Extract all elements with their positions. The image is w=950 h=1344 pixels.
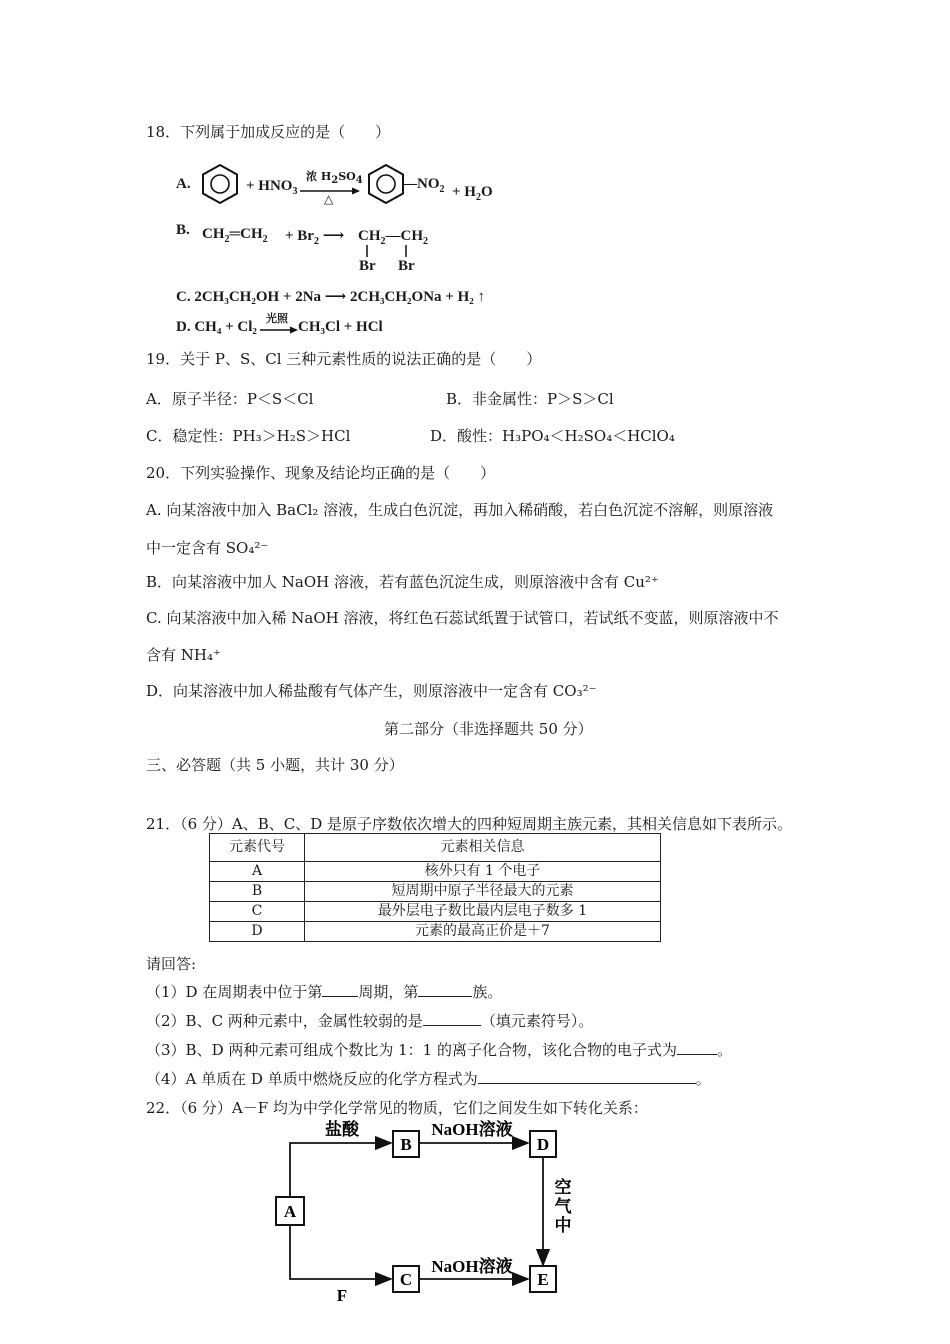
node-b: B	[400, 1135, 412, 1154]
q20-option-b: B．向某溶液中加人 NaOH 溶液，若有蓝色沉淀生成，则原溶液中含有 Cu²⁺	[146, 573, 659, 591]
table-cell: D	[210, 922, 305, 942]
q21-sub4: （4）A 单质在 D 单质中燃烧反应的化学方程式为 。	[146, 1070, 711, 1088]
table-row	[210, 862, 661, 882]
q20-stem: 20．下列实验操作、现象及结论均正确的是（ ）	[146, 464, 496, 482]
section3-heading: 三、必答题（共 5 小题，共计 30 分）	[146, 756, 404, 774]
q18-b-br1: Br	[359, 258, 376, 274]
q18-option-d-right: CH₃Cl + HCl	[298, 319, 383, 335]
q19-option-d: D．酸性：H₃PO₄＜H₂SO₄＜HClO₄	[430, 427, 675, 445]
table-cell: 核外只有 1 个电子	[305, 862, 661, 882]
bond-lines	[366, 245, 416, 259]
q18-a-reagent: + $HNO_3$	[246, 178, 298, 197]
q18-option-d-left: D. CH₄ + Cl₂	[176, 319, 257, 335]
table-row	[210, 882, 661, 902]
table-cell: 最外层电子数比最内层电子数多 1	[305, 902, 661, 922]
table-cell: C	[210, 902, 305, 922]
q20-option-c-line1: C. 向某溶液中加入稀 NaOH 溶液，将红色石蕊试纸置于试管口，若试纸不变蓝，则原溶液中不	[146, 609, 779, 627]
q18-b-product: $CH_2—CH_2$	[358, 228, 428, 247]
edge-label-f: F	[336, 1286, 348, 1305]
q18-d-condition: 光照	[266, 312, 288, 325]
benzene-ring-icon	[366, 163, 406, 205]
part2-heading: 第二部分（非选择题共 50 分）	[384, 720, 593, 738]
q21-ask: 请回答:	[146, 955, 197, 973]
arrow-a-to-c	[290, 1225, 391, 1279]
q18-stem: 18．下列属于加成反应的是（ ）	[146, 123, 391, 141]
q18-b-br2: Br	[398, 258, 415, 274]
reaction-arrow-icon	[260, 325, 300, 335]
node-c: C	[399, 1270, 413, 1289]
edge-label-air-3: 中	[554, 1216, 572, 1235]
table-header-row	[210, 834, 661, 862]
q20-option-c-line2: 含有 NH₄⁺	[146, 646, 221, 664]
answer-blank[interactable]	[418, 982, 472, 997]
q20-option-a-line2: 中一定含有 SO₄²⁻	[146, 539, 269, 557]
node-a: A	[283, 1202, 297, 1221]
edge-label-air-1: 空	[554, 1178, 572, 1197]
node-d: D	[536, 1135, 550, 1154]
q18-b-ethene: $CH_2═CH_2$	[202, 226, 268, 245]
q18-option-c: C. 2CH₃CH₂OH + 2Na ⟶ 2CH₃CH₂ONa + H₂ ↑	[176, 289, 486, 305]
q19-option-c: C．稳定性：PH₃＞H₂S＞HCl	[146, 427, 351, 445]
edge-label-hcl: 盐酸	[325, 1120, 359, 1139]
edge-label-naoh-top: NaOH溶液	[431, 1120, 513, 1139]
answer-blank[interactable]	[423, 1011, 481, 1026]
edge-label-air-2: 气	[554, 1197, 572, 1216]
answer-blank[interactable]	[322, 982, 358, 997]
table-cell: A	[210, 862, 305, 882]
table-cell: 元素的最高正价是＋7	[305, 922, 661, 942]
edge-label-naoh-bottom: NaOH溶液	[431, 1257, 513, 1276]
table-row	[210, 902, 661, 922]
q19-option-a: A．原子半径：P＜S＜Cl	[146, 390, 314, 408]
q21-sub3: （3）B、D 两种元素可组成个数比为 1：1 的离子化合物，该化合物的电子式为 。	[146, 1041, 733, 1059]
q18-b-reagent: + $Br_2$ ⟶	[285, 228, 345, 247]
q18-a-condition-above: 浓 $H_2SO_4$	[306, 170, 363, 187]
q20-option-d: D．向某溶液中加人稀盐酸有气体产生，则原溶液中一定含有 CO₃²⁻	[146, 682, 597, 700]
answer-blank[interactable]	[677, 1040, 717, 1055]
arrow-a-to-b	[290, 1143, 391, 1197]
q21-stem: 21．（6 分）A、B、C、D 是原子序数依次增大的四种短周期主族元素，其相关信息如下表所示。	[146, 815, 793, 833]
table-header-cell: 元素相关信息	[305, 834, 661, 862]
benzene-ring-icon	[200, 163, 240, 205]
answer-blank[interactable]	[478, 1069, 696, 1084]
q22-stem: 22．（6 分）A－F 均为中学化学常见的物质，它们之间发生如下转化关系：	[146, 1099, 648, 1117]
q18-option-b-label: B.	[176, 222, 190, 238]
q19-option-b: B．非金属性：P＞S＞Cl	[446, 390, 614, 408]
conversion-diagram	[260, 1115, 580, 1315]
q21-sub1: （1）D 在周期表中位于第 周期，第 族。	[146, 983, 503, 1001]
element-info-table	[209, 833, 661, 942]
q19-stem: 19．关于 P、S、Cl 三种元素性质的说法正确的是（ ）	[146, 350, 542, 368]
table-row	[210, 922, 661, 942]
node-e: E	[537, 1270, 549, 1289]
q18-a-nitro-group: $—NO_2$	[402, 176, 445, 195]
q20-option-a-line1: A. 向某溶液中加入 BaCl₂ 溶液，生成白色沉淀，再加入稀硝酸，若白色沉淀不溶解，则原溶液	[146, 501, 774, 519]
table-cell: B	[210, 882, 305, 902]
q18-option-a-label: A.	[176, 176, 191, 192]
table-cell: 短周期中原子半径最大的元素	[305, 882, 661, 902]
q18-a-condition-below: △	[324, 192, 334, 206]
q21-sub2: （2）B、C 两种元素中，金属性较弱的是 （填元素符号）。	[146, 1012, 594, 1030]
q18-a-product-water: + $H_2O$	[452, 184, 493, 203]
table-header-cell: 元素代号	[210, 834, 305, 862]
